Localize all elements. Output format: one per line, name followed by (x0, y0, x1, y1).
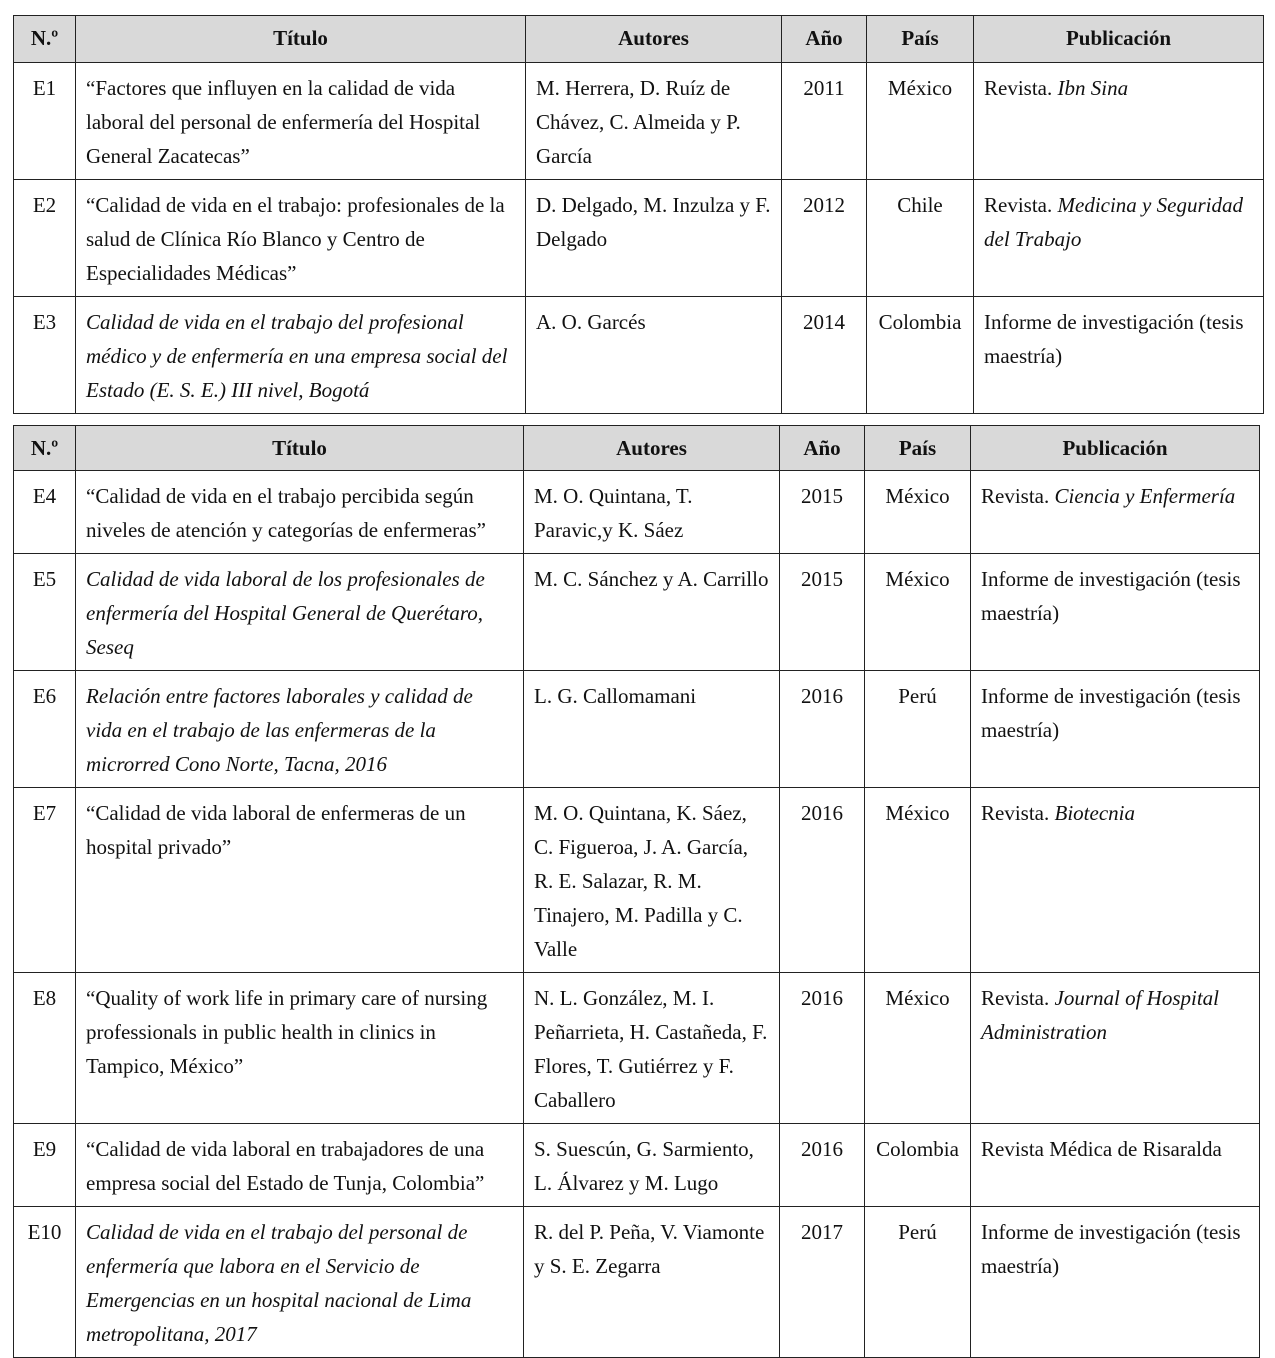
study-number: E3 (14, 297, 76, 414)
study-year: 2016 (780, 671, 865, 788)
publication-type: Revista. (981, 986, 1055, 1010)
study-year: 2011 (782, 63, 867, 180)
table-row (14, 63, 1264, 180)
table-row (14, 297, 1264, 414)
publication-type: Revista. (984, 193, 1058, 217)
publication-type: Informe de investigación (tesis maestría) (984, 310, 1244, 368)
publication-type: Informe de investigación (tesis maestría) (981, 684, 1241, 742)
column-header: País (865, 426, 971, 471)
study-number: E4 (14, 471, 76, 554)
study-authors: M. O. Quintana, K. Sáez, C. Figueroa, J. A. García, R. E. Salazar, R. M. Tinajero, M. Padilla y C. Valle (524, 788, 780, 973)
column-header: Título (76, 16, 526, 63)
study-publication (971, 471, 1260, 554)
study-publication (971, 1207, 1260, 1358)
publication-type: Revista. (981, 801, 1055, 825)
study-publication (971, 671, 1260, 788)
publication-journal: Biotecnia (1054, 801, 1135, 825)
study-country: México (865, 788, 971, 973)
study-year: 2016 (780, 788, 865, 973)
table-row (14, 671, 1260, 788)
study-title: “Factores que influyen en la calidad de vida laboral del personal de enfermería del Hospital General Zacatecas” (76, 63, 526, 180)
study-year: 2015 (780, 554, 865, 671)
column-header: N.º (14, 426, 76, 471)
column-header: Publicación (974, 16, 1264, 63)
study-title: Relación entre factores laborales y calidad de vida en el trabajo de las enfermeras de la microrred Cono Norte, Tacna, 2016 (76, 671, 524, 788)
publication-journal: Medicina y Seguridad del Trabajo (984, 193, 1243, 251)
studies-table-1 (13, 15, 1264, 414)
column-header: Autores (524, 426, 780, 471)
study-authors: D. Delgado, M. Inzulza y F. Delgado (526, 180, 782, 297)
publication-type: Revista. (981, 484, 1055, 508)
study-number: E2 (14, 180, 76, 297)
column-header: Año (780, 426, 865, 471)
study-country: Colombia (865, 1124, 971, 1207)
column-header: País (867, 16, 974, 63)
study-publication (971, 1124, 1260, 1207)
table-row (14, 180, 1264, 297)
study-title: “Calidad de vida en el trabajo: profesionales de la salud de Clínica Río Blanco y Centro de Especialidades Médicas” (76, 180, 526, 297)
study-authors: S. Suescún, G. Sarmiento, L. Álvarez y M. Lugo (524, 1124, 780, 1207)
publication-type: Revista. (984, 76, 1058, 100)
study-publication (974, 63, 1264, 180)
study-publication (971, 973, 1260, 1124)
study-publication (974, 297, 1264, 414)
study-year: 2016 (780, 973, 865, 1124)
table-row (14, 1207, 1260, 1358)
study-authors: M. O. Quintana, T. Paravic,y K. Sáez (524, 471, 780, 554)
study-number: E10 (14, 1207, 76, 1358)
table-row (14, 788, 1260, 973)
studies-table-2 (13, 425, 1260, 1358)
study-number: E9 (14, 1124, 76, 1207)
study-country: Colombia (867, 297, 974, 414)
study-title: “Calidad de vida laboral de enfermeras de un hospital privado” (76, 788, 524, 973)
column-header: N.º (14, 16, 76, 63)
study-title: Calidad de vida en el trabajo del personal de enfermería que labora en el Servicio de Emergencias en un hospital nacional de Lima metropolitana, 2017 (76, 1207, 524, 1358)
study-title: “Calidad de vida en el trabajo percibida según niveles de atención y categorías de enfermeras” (76, 471, 524, 554)
study-country: México (865, 973, 971, 1124)
column-header: Título (76, 426, 524, 471)
study-authors: L. G. Callomamani (524, 671, 780, 788)
study-authors: M. Herrera, D. Ruíz de Chávez, C. Almeida y P. García (526, 63, 782, 180)
publication-journal: Journal of Hospital Administration (981, 986, 1220, 1044)
study-number: E5 (14, 554, 76, 671)
study-number: E8 (14, 973, 76, 1124)
study-country: México (865, 554, 971, 671)
study-year: 2015 (780, 471, 865, 554)
table-row (14, 471, 1260, 554)
column-header: Publicación (971, 426, 1260, 471)
column-header: Año (782, 16, 867, 63)
study-publication (971, 788, 1260, 973)
study-year: 2014 (782, 297, 867, 414)
table-row (14, 554, 1260, 671)
study-country: México (867, 63, 974, 180)
study-authors: R. del P. Peña, V. Viamonte y S. E. Zegarra (524, 1207, 780, 1358)
study-year: 2016 (780, 1124, 865, 1207)
study-authors: A. O. Garcés (526, 297, 782, 414)
study-title: “Calidad de vida laboral en trabajadores de una empresa social del Estado de Tunja, Colombia” (76, 1124, 524, 1207)
study-authors: N. L. González, M. I. Peñarrieta, H. Castañeda, F. Flores, T. Gutiérrez y F. Caballero (524, 973, 780, 1124)
study-country: Perú (865, 671, 971, 788)
publication-type: Revista Médica de Risaralda (981, 1137, 1222, 1161)
study-title: Calidad de vida laboral de los profesionales de enfermería del Hospital General de Querétaro, Seseq (76, 554, 524, 671)
publication-journal: Ibn Sina (1057, 76, 1129, 100)
publication-type: Informe de investigación (tesis maestría) (981, 1220, 1241, 1278)
study-publication (974, 180, 1264, 297)
study-country: México (865, 471, 971, 554)
table-row (14, 973, 1260, 1124)
study-authors: M. C. Sánchez y A. Carrillo (524, 554, 780, 671)
study-country: Chile (867, 180, 974, 297)
study-number: E7 (14, 788, 76, 973)
study-number: E1 (14, 63, 76, 180)
column-header: Autores (526, 16, 782, 63)
study-publication (971, 554, 1260, 671)
publication-journal: Ciencia y Enfermería (1054, 484, 1236, 508)
study-number: E6 (14, 671, 76, 788)
publication-type: Informe de investigación (tesis maestría) (981, 567, 1241, 625)
table-row (14, 1124, 1260, 1207)
study-title: “Quality of work life in primary care of nursing professionals in public health in clinics in Tampico, México” (76, 973, 524, 1124)
study-country: Perú (865, 1207, 971, 1358)
study-year: 2017 (780, 1207, 865, 1358)
study-year: 2012 (782, 180, 867, 297)
study-title: Calidad de vida en el trabajo del profesional médico y de enfermería en una empresa social del Estado (E. S. E.) III nivel, Bogotá (76, 297, 526, 414)
